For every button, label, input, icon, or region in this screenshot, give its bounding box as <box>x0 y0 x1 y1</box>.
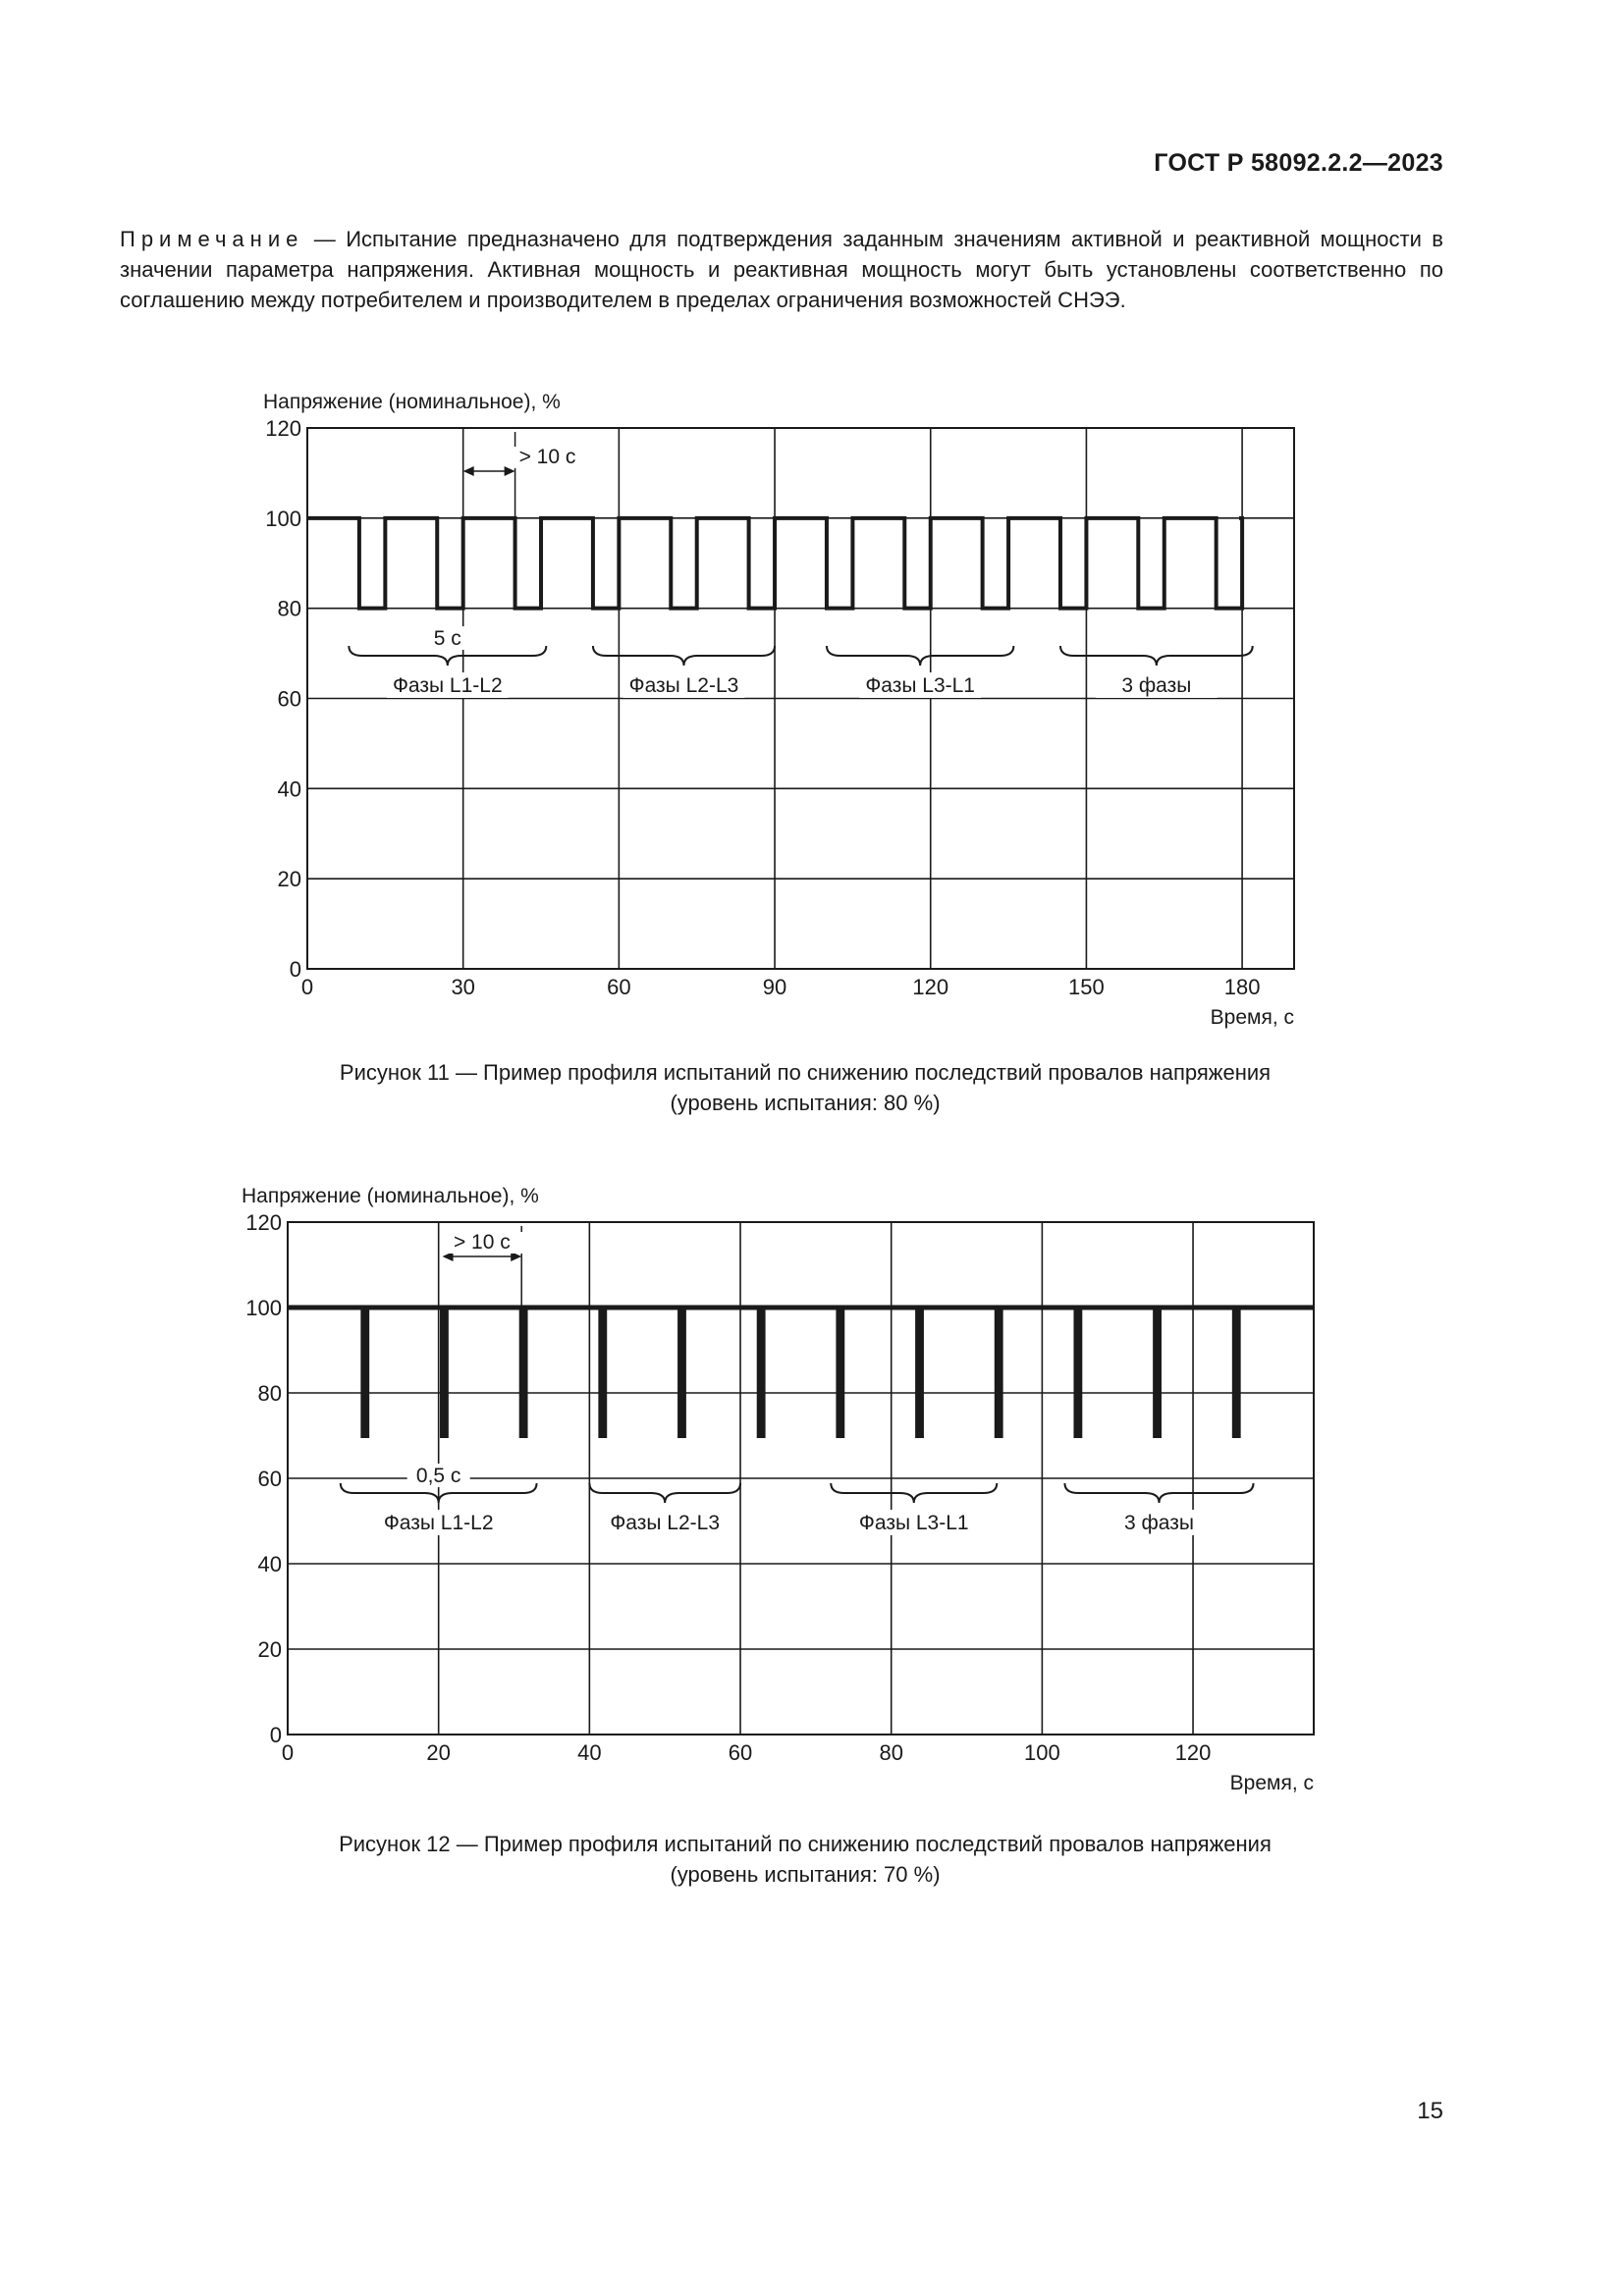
fig1-x-tick-label-120: 120 <box>912 975 949 999</box>
fig1-y-tick-label-120: 120 <box>265 416 301 441</box>
fig2-phase-label-4: 3 фазы <box>1123 1512 1194 1534</box>
figure-11-caption-line2: (уровень испытания: 80 %) <box>670 1091 941 1115</box>
fig2-x-tick-label-0: 0 <box>281 1740 295 1765</box>
fig2-y-tick-label-80: 80 <box>257 1381 282 1406</box>
figure-11-caption-line1: Рисунок 11 — Пример профиля испытаний по снижению последствий провалов напряжения <box>339 1060 1272 1085</box>
fig1-phase-label-4: 3 фазы <box>1121 674 1192 697</box>
fig2-dip-duration-label: 0,5 с <box>415 1465 461 1487</box>
fig2-x-axis-label: Время, с <box>1229 1772 1314 1794</box>
figure-12-caption <box>118 1829 1492 1890</box>
fig1-interval-arrow-head-left <box>463 466 474 476</box>
fig1-interval-label: > 10 с <box>518 446 576 468</box>
fig2-phase-label-3: Фазы L3-L1 <box>858 1512 969 1534</box>
fig2-phase-brace-3 <box>831 1483 997 1503</box>
fig1-phase-label-1: Фазы L1-L2 <box>392 674 503 697</box>
fig2-y-tick-label-120: 120 <box>245 1210 282 1235</box>
fig1-y-tick-label-100: 100 <box>265 506 301 531</box>
fig1-x-tick-label-0: 0 <box>300 975 314 999</box>
fig2-phase-label-2: Фазы L2-L3 <box>610 1512 721 1534</box>
fig2-x-tick-label-60: 60 <box>728 1740 753 1765</box>
fig1-y-tick-label-80: 80 <box>277 596 301 621</box>
fig1-y-tick-label-60: 60 <box>277 686 301 712</box>
fig2-x-tick-label-40: 40 <box>577 1740 602 1765</box>
fig2-y-tick-label-0: 0 <box>269 1723 282 1747</box>
figure-12-caption-line2: (уровень испытания: 70 %) <box>670 1862 941 1887</box>
fig2-x-tick-label-120: 120 <box>1174 1740 1212 1765</box>
fig1-x-tick-label-60: 60 <box>607 975 631 999</box>
fig1-phase-brace-3 <box>827 646 1013 666</box>
fig2-voltage-profile-line <box>288 1308 1314 1436</box>
fig2-phase-label-1: Фазы L1-L2 <box>383 1512 494 1534</box>
fig1-x-tick-label-150: 150 <box>1068 975 1105 999</box>
fig2-x-tick-label-100: 100 <box>1024 1740 1060 1765</box>
fig2-phase-brace-2 <box>589 1483 740 1503</box>
page-number: 15 <box>1417 2098 1443 2124</box>
fig1-x-axis-label: Время, с <box>1210 1006 1294 1029</box>
fig2-y-tick-label-40: 40 <box>257 1552 282 1576</box>
fig1-y-tick-label-0: 0 <box>289 957 301 982</box>
fig2-y-tick-label-20: 20 <box>257 1637 282 1662</box>
fig1-phase-brace-4 <box>1060 646 1253 666</box>
fig1-dip-duration-label: 5 с <box>433 627 461 650</box>
fig2-x-tick-label-20: 20 <box>426 1740 451 1765</box>
fig1-x-tick-label-90: 90 <box>762 975 787 999</box>
fig2-interval-label: > 10 с <box>453 1231 511 1254</box>
fig2-y-tick-label-60: 60 <box>257 1467 282 1491</box>
figure-12-caption-line1: Рисунок 12 — Пример профиля испытаний по снижению последствий провалов напряжения <box>339 1832 1272 1856</box>
fig1-phase-brace-2 <box>593 646 775 666</box>
fig1-voltage-profile-line <box>307 518 1242 609</box>
fig1-y-tick-label-20: 20 <box>277 867 301 892</box>
standard-code-header: ГОСТ Р 58092.2.2—2023 <box>1154 149 1443 177</box>
fig1-phase-label-2: Фазы L2-L3 <box>628 674 739 697</box>
figure-11-caption <box>118 1057 1492 1118</box>
fig2-y-tick-label-100: 100 <box>245 1296 282 1320</box>
fig1-x-tick-label-180: 180 <box>1223 975 1261 999</box>
fig1-y-tick-label-40: 40 <box>277 776 301 802</box>
fig2-x-tick-label-80: 80 <box>879 1740 903 1765</box>
fig1-x-tick-label-30: 30 <box>451 975 475 999</box>
fig1-phase-label-3: Фазы L3-L1 <box>865 674 976 697</box>
note-text: — Испытание предназначено для подтверждения заданным значениям активной и реактивной мощности в значении параметра напряжения. Активная мощность и реактивная мощность могут быть установлены соответственно по соглашению между потребителем и производителем в пределах ограничения возможностей СНЭЭ. <box>120 227 1443 312</box>
fig2-y-axis-label: Напряжение (номинальное), % <box>242 1185 539 1207</box>
fig2-phase-brace-4 <box>1064 1483 1253 1503</box>
note-lead: Примечание <box>120 227 304 251</box>
fig1-y-axis-label: Напряжение (номинальное), % <box>263 391 561 413</box>
